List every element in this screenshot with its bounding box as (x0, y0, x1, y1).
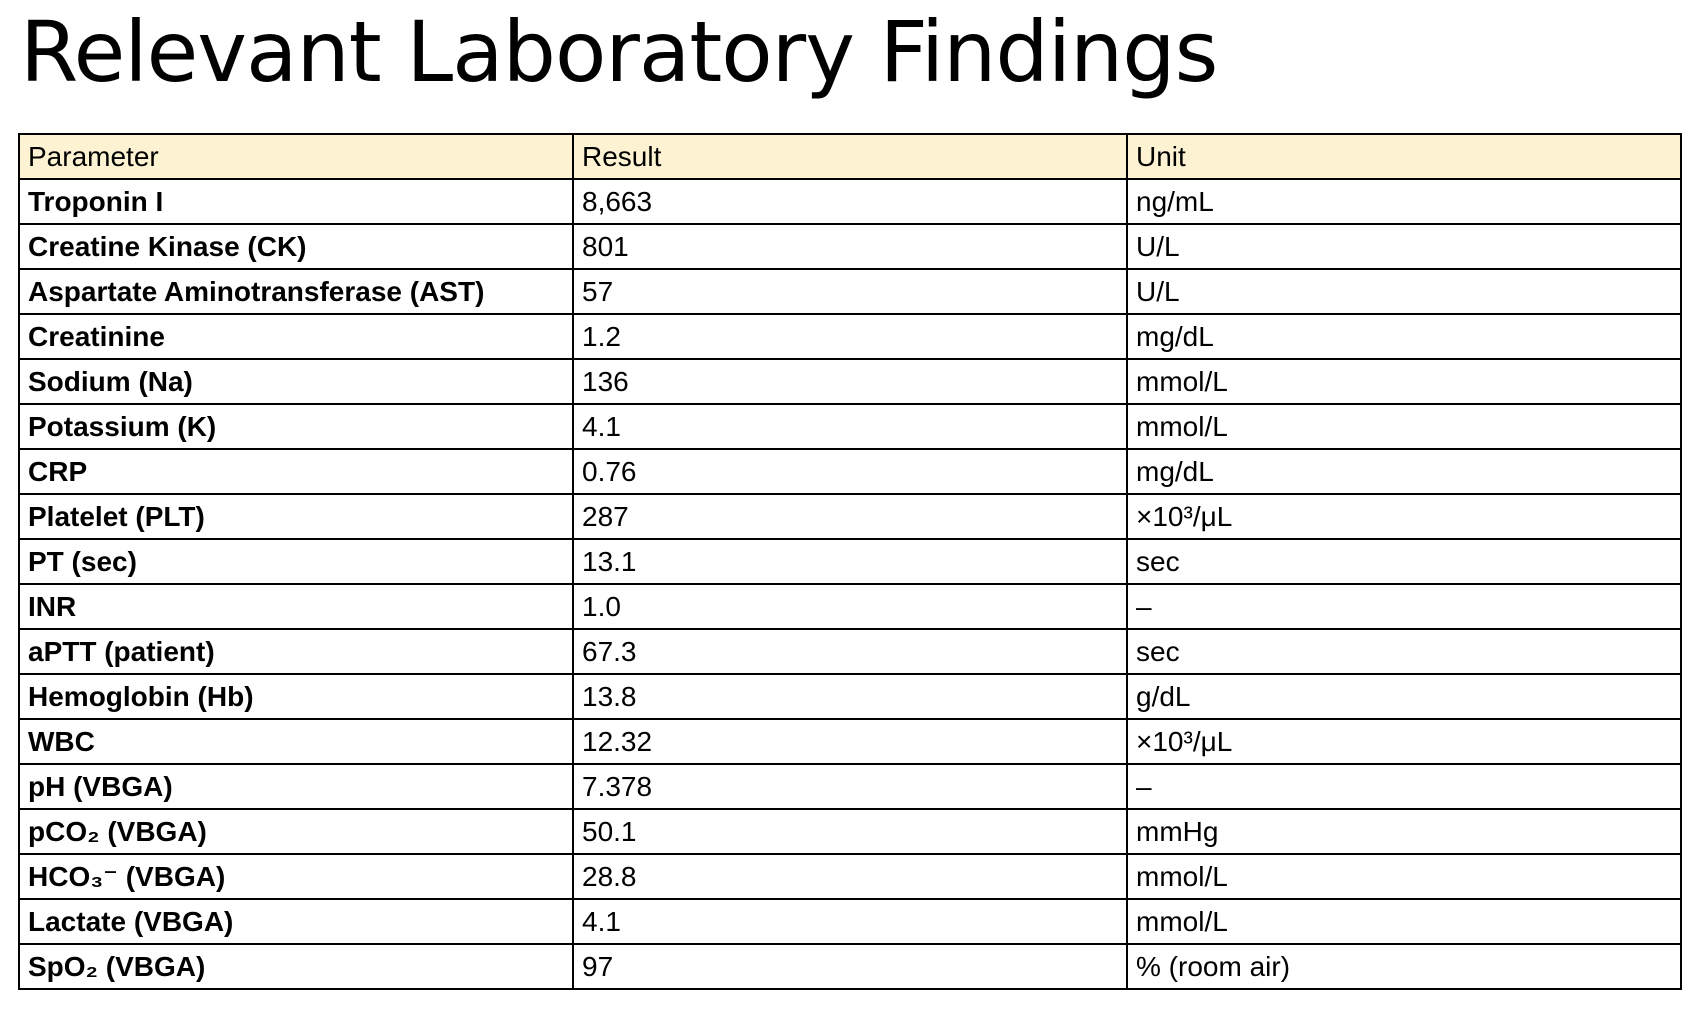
table-row (19, 854, 1681, 899)
cell-parameter: HCO₃⁻ (VBGA) (19, 854, 573, 899)
cell-result: 12.32 (573, 719, 1127, 764)
cell-unit: sec (1127, 629, 1681, 674)
cell-unit: U/L (1127, 269, 1681, 314)
column-header-parameter: Parameter (19, 134, 573, 179)
cell-unit: U/L (1127, 224, 1681, 269)
cell-result: 1.0 (573, 584, 1127, 629)
table-row (19, 764, 1681, 809)
table-row (19, 179, 1681, 224)
cell-result: 67.3 (573, 629, 1127, 674)
table-header-row (19, 134, 1681, 179)
table-row (19, 944, 1681, 989)
cell-unit: ng/mL (1127, 179, 1681, 224)
cell-result: 4.1 (573, 404, 1127, 449)
cell-parameter: PT (sec) (19, 539, 573, 584)
cell-unit: sec (1127, 539, 1681, 584)
table-row (19, 269, 1681, 314)
cell-parameter: Creatine Kinase (CK) (19, 224, 573, 269)
page-title: Relevant Laboratory Findings (20, 3, 1218, 101)
cell-unit: – (1127, 584, 1681, 629)
cell-unit: ×10³/μL (1127, 494, 1681, 539)
cell-parameter: CRP (19, 449, 573, 494)
cell-parameter: SpO₂ (VBGA) (19, 944, 573, 989)
cell-unit: g/dL (1127, 674, 1681, 719)
cell-result: 136 (573, 359, 1127, 404)
table-row (19, 899, 1681, 944)
cell-result: 4.1 (573, 899, 1127, 944)
cell-parameter: Hemoglobin (Hb) (19, 674, 573, 719)
table-row (19, 584, 1681, 629)
cell-parameter: Sodium (Na) (19, 359, 573, 404)
cell-parameter: Platelet (PLT) (19, 494, 573, 539)
table-row (19, 224, 1681, 269)
cell-unit: – (1127, 764, 1681, 809)
table-row (19, 719, 1681, 764)
lab-findings-table (18, 133, 1682, 990)
cell-parameter: Potassium (K) (19, 404, 573, 449)
cell-parameter: Troponin I (19, 179, 573, 224)
cell-result: 287 (573, 494, 1127, 539)
cell-result: 13.8 (573, 674, 1127, 719)
table-row (19, 359, 1681, 404)
table-row (19, 539, 1681, 584)
cell-result: 8,663 (573, 179, 1127, 224)
cell-unit: mmol/L (1127, 359, 1681, 404)
table-row (19, 494, 1681, 539)
cell-parameter: Creatinine (19, 314, 573, 359)
cell-parameter: aPTT (patient) (19, 629, 573, 674)
cell-parameter: Lactate (VBGA) (19, 899, 573, 944)
cell-parameter: pCO₂ (VBGA) (19, 809, 573, 854)
table-row (19, 449, 1681, 494)
cell-result: 13.1 (573, 539, 1127, 584)
cell-parameter: WBC (19, 719, 573, 764)
column-header-result: Result (573, 134, 1127, 179)
cell-result: 0.76 (573, 449, 1127, 494)
cell-result: 50.1 (573, 809, 1127, 854)
cell-unit: mmol/L (1127, 404, 1681, 449)
table-row (19, 404, 1681, 449)
table-row (19, 809, 1681, 854)
cell-result: 57 (573, 269, 1127, 314)
cell-result: 7.378 (573, 764, 1127, 809)
table-row (19, 629, 1681, 674)
cell-parameter: INR (19, 584, 573, 629)
table-header (19, 134, 1681, 179)
column-header-unit: Unit (1127, 134, 1681, 179)
cell-result: 1.2 (573, 314, 1127, 359)
cell-unit: mg/dL (1127, 449, 1681, 494)
cell-unit: mmol/L (1127, 854, 1681, 899)
table-body (19, 179, 1681, 989)
cell-unit: mmol/L (1127, 899, 1681, 944)
cell-parameter: pH (VBGA) (19, 764, 573, 809)
table-row (19, 674, 1681, 719)
cell-unit: mg/dL (1127, 314, 1681, 359)
cell-result: 28.8 (573, 854, 1127, 899)
cell-unit: ×10³/μL (1127, 719, 1681, 764)
cell-result: 801 (573, 224, 1127, 269)
cell-result: 97 (573, 944, 1127, 989)
cell-parameter: Aspartate Aminotransferase (AST) (19, 269, 573, 314)
table-row (19, 314, 1681, 359)
cell-unit: mmHg (1127, 809, 1681, 854)
cell-unit: % (room air) (1127, 944, 1681, 989)
